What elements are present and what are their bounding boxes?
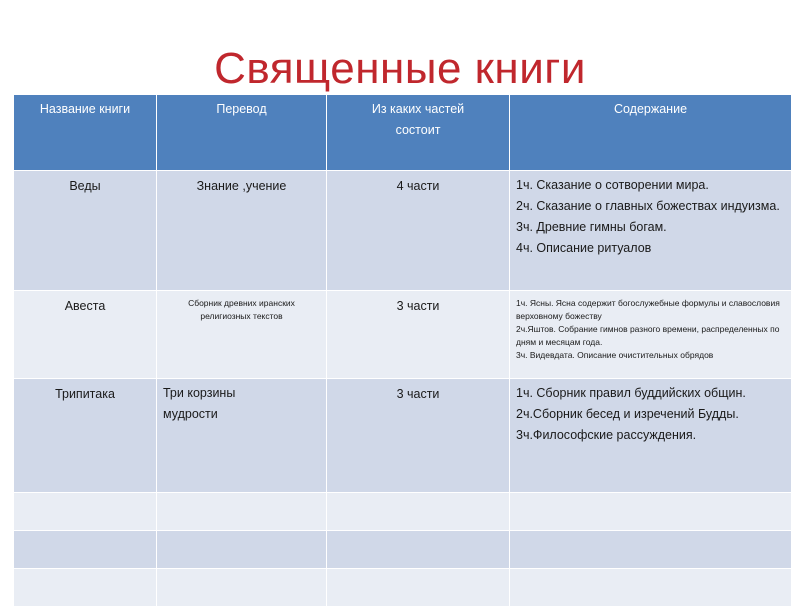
empty-cell xyxy=(157,531,327,569)
empty-cell xyxy=(327,569,510,607)
empty-cell xyxy=(14,493,157,531)
translation-text: Три корзины мудрости xyxy=(163,386,236,421)
empty-cell xyxy=(510,569,792,607)
content-line: 1ч. Сказание о сотворении мира. xyxy=(516,178,709,192)
content-line: 2ч.Сборник бесед и изречений Будды. xyxy=(516,407,739,421)
parts-text: 4 части xyxy=(396,179,440,193)
translation-cell xyxy=(157,291,327,379)
content-line: 2ч. Сказание о главных божествах индуизма. xyxy=(516,199,780,213)
table-row xyxy=(14,171,792,291)
content-line: 3ч. Видевдата. Описание очистительных обрядов xyxy=(516,350,714,360)
empty-cell xyxy=(157,569,327,607)
empty-cell xyxy=(14,531,157,569)
table-row-empty xyxy=(14,531,792,569)
content-cell xyxy=(510,379,792,493)
empty-cell xyxy=(327,531,510,569)
table-row xyxy=(14,291,792,379)
content-line: 2ч.Яштов. Собрание гимнов разного времени, распределенных по дням и месяцам года. xyxy=(516,324,780,347)
sacred-books-table xyxy=(13,94,792,607)
parts-cell xyxy=(327,171,510,291)
translation-text: Сборник древних иранских религиозных текстов xyxy=(188,298,295,321)
content-cell xyxy=(510,171,792,291)
header-translation: Перевод xyxy=(157,95,327,171)
content-cell xyxy=(510,291,792,379)
book-name: Веды xyxy=(69,179,101,193)
empty-cell xyxy=(327,493,510,531)
empty-cell xyxy=(157,493,327,531)
parts-cell xyxy=(327,379,510,493)
content-line: 3ч.Философские рассуждения. xyxy=(516,428,697,442)
parts-text: 3 части xyxy=(396,387,440,401)
table-row xyxy=(14,379,792,493)
parts-cell xyxy=(327,291,510,379)
empty-cell xyxy=(510,493,792,531)
translation-cell xyxy=(157,379,327,493)
table-header-row xyxy=(14,95,792,171)
parts-text: 3 части xyxy=(396,299,440,313)
slide-title: Священные книги xyxy=(214,44,586,93)
header-parts: Из каких частей состоит xyxy=(327,95,510,171)
translation-text: Знание ,учение xyxy=(196,179,287,193)
empty-cell xyxy=(14,569,157,607)
book-name: Авеста xyxy=(64,299,106,313)
header-book-name: Название книги xyxy=(14,95,157,171)
table-row-empty xyxy=(14,493,792,531)
header-content: Содержание xyxy=(510,95,792,171)
book-name-cell xyxy=(14,291,157,379)
content-line: 1ч. Сборник правил буддийских общин. xyxy=(516,386,746,400)
content-line: 4ч. Описание ритуалов xyxy=(516,241,652,255)
book-name-cell xyxy=(14,379,157,493)
empty-cell xyxy=(510,531,792,569)
translation-cell xyxy=(157,171,327,291)
content-line: 1ч. Ясны. Ясна содержит богослужебные формулы и славословия верховному божеству xyxy=(516,298,780,321)
book-name: Трипитака xyxy=(55,387,115,401)
content-line: 3ч. Древние гимны богам. xyxy=(516,220,667,234)
book-name-cell xyxy=(14,171,157,291)
table-row-empty xyxy=(14,569,792,607)
